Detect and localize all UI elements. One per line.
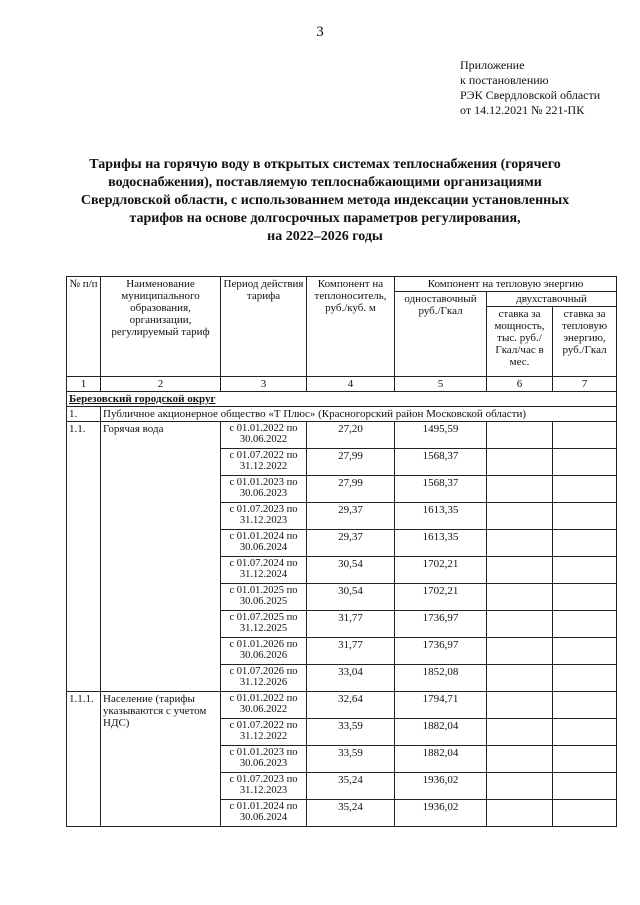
energy-rate-cell: [553, 422, 617, 449]
table-row: [67, 692, 617, 719]
column-number: 6: [487, 377, 553, 392]
carrier-value: 32,64: [307, 692, 395, 719]
column-number: 5: [395, 377, 487, 392]
period-cell: с 01.07.2023 по 31.12.2023: [221, 773, 307, 800]
single-rate-value: 1936,02: [395, 773, 487, 800]
header-name: Наименование муниципального образования, организации, регулируемый тариф: [101, 277, 221, 377]
single-rate-value: 1702,21: [395, 584, 487, 611]
column-number: 1: [67, 377, 101, 392]
carrier-value: 30,54: [307, 584, 395, 611]
carrier-value: 33,04: [307, 665, 395, 692]
org-name: Публичное акционерное общество «Т Плюс» (Красногорский район Московской области): [101, 407, 617, 422]
carrier-value: 29,37: [307, 503, 395, 530]
period-cell: с 01.01.2024 по 30.06.2024: [221, 530, 307, 557]
appendix-line: от 14.12.2021 № 221-ПК: [460, 103, 585, 117]
appendix-line: к постановлению: [460, 73, 549, 87]
energy-rate-cell: [553, 746, 617, 773]
single-rate-value: 1852,08: [395, 665, 487, 692]
energy-rate-cell: [553, 773, 617, 800]
column-number: 3: [221, 377, 307, 392]
title-line: Тарифы на горячую воду в открытых системах теплоснабжения (горячего: [89, 157, 561, 172]
title-line: Свердловской области, с использованием метода индексации установленных: [80, 193, 570, 208]
period-cell: с 01.07.2022 по 31.12.2022: [221, 449, 307, 476]
header-two-rate-group: двухставочный: [487, 292, 617, 307]
energy-rate-cell: [553, 476, 617, 503]
period-cell: с 01.07.2025 по 31.12.2025: [221, 611, 307, 638]
energy-rate-cell: [553, 638, 617, 665]
carrier-value: 33,59: [307, 719, 395, 746]
title-line: тарифов на основе долгосрочных параметров регулирования,: [129, 211, 521, 226]
header-single-rate: одноставочный руб./Гкал: [395, 292, 487, 377]
section-title: [67, 392, 617, 407]
period-cell: с 01.01.2025 по 30.06.2025: [221, 584, 307, 611]
capacity-rate-cell: [487, 719, 553, 746]
single-rate-value: 1936,02: [395, 800, 487, 827]
table-row: [67, 422, 617, 449]
column-number: 4: [307, 377, 395, 392]
title-line: водоснабжения), поставляемую теплоснабжающими организациями: [108, 175, 542, 190]
energy-rate-cell: [553, 530, 617, 557]
capacity-rate-cell: [487, 503, 553, 530]
carrier-value: 31,77: [307, 611, 395, 638]
appendix-line: РЭК Свердловской области: [460, 88, 601, 102]
energy-rate-cell: [553, 800, 617, 827]
carrier-value: 35,24: [307, 800, 395, 827]
carrier-value: 27,99: [307, 476, 395, 503]
period-cell: с 01.01.2023 по 30.06.2023: [221, 476, 307, 503]
carrier-value: 31,77: [307, 638, 395, 665]
energy-rate-cell: [553, 692, 617, 719]
capacity-rate-cell: [487, 449, 553, 476]
capacity-rate-cell: [487, 800, 553, 827]
column-number: 2: [101, 377, 221, 392]
energy-rate-cell: [553, 665, 617, 692]
header-energy-group: Компонент на тепловую энергию: [395, 277, 617, 292]
header-num: № п/п: [67, 277, 101, 377]
carrier-value: 29,37: [307, 530, 395, 557]
section-title-text: Березовский городской округ: [69, 393, 216, 405]
document-title: [60, 156, 590, 246]
single-rate-value: 1613,35: [395, 503, 487, 530]
energy-rate-cell: [553, 449, 617, 476]
org-number: 1.: [67, 407, 101, 422]
capacity-rate-cell: [487, 611, 553, 638]
capacity-rate-cell: [487, 692, 553, 719]
tariff-table: [66, 276, 617, 827]
carrier-value: 35,24: [307, 773, 395, 800]
period-cell: с 01.07.2024 по 31.12.2024: [221, 557, 307, 584]
period-cell: с 01.07.2026 по 31.12.2026: [221, 665, 307, 692]
period-cell: с 01.01.2022 по 30.06.2022: [221, 422, 307, 449]
header-carrier: Компонент на теплоноситель, руб./куб. м: [307, 277, 395, 377]
period-cell: с 01.01.2023 по 30.06.2023: [221, 746, 307, 773]
title-line: на 2022–2026 годы: [267, 229, 383, 244]
capacity-rate-cell: [487, 422, 553, 449]
period-cell: с 01.01.2022 по 30.06.2022: [221, 692, 307, 719]
page-number: 3: [316, 24, 324, 40]
capacity-rate-cell: [487, 773, 553, 800]
energy-rate-cell: [553, 557, 617, 584]
energy-rate-cell: [553, 584, 617, 611]
header-energy-rate: ставка за тепловую энергию, руб./Гкал: [553, 307, 617, 377]
capacity-rate-cell: [487, 557, 553, 584]
capacity-rate-cell: [487, 638, 553, 665]
capacity-rate-cell: [487, 530, 553, 557]
single-rate-value: 1568,37: [395, 476, 487, 503]
energy-rate-cell: [553, 719, 617, 746]
group-name: Население (тарифы указываются с учетом НДС): [101, 692, 221, 827]
carrier-value: 30,54: [307, 557, 395, 584]
single-rate-value: 1882,04: [395, 746, 487, 773]
capacity-rate-cell: [487, 665, 553, 692]
period-cell: с 01.01.2026 по 30.06.2026: [221, 638, 307, 665]
single-rate-value: 1568,37: [395, 449, 487, 476]
period-cell: с 01.07.2023 по 31.12.2023: [221, 503, 307, 530]
appendix-line: Приложение: [460, 58, 525, 72]
period-cell: с 01.01.2024 по 30.06.2024: [221, 800, 307, 827]
energy-rate-cell: [553, 611, 617, 638]
column-number: 7: [553, 377, 617, 392]
carrier-value: 33,59: [307, 746, 395, 773]
single-rate-value: 1882,04: [395, 719, 487, 746]
capacity-rate-cell: [487, 746, 553, 773]
group-number: 1.1.: [67, 422, 101, 692]
carrier-value: 27,99: [307, 449, 395, 476]
single-rate-value: 1794,71: [395, 692, 487, 719]
group-number: 1.1.1.: [67, 692, 101, 827]
capacity-rate-cell: [487, 476, 553, 503]
single-rate-value: 1495,59: [395, 422, 487, 449]
energy-rate-cell: [553, 503, 617, 530]
header-capacity-rate: ставка за мощность, тыс. руб./Гкал/час в мес.: [487, 307, 553, 377]
appendix-note: [460, 58, 600, 118]
period-cell: с 01.07.2022 по 31.12.2022: [221, 719, 307, 746]
single-rate-value: 1613,35: [395, 530, 487, 557]
single-rate-value: 1702,21: [395, 557, 487, 584]
single-rate-value: 1736,97: [395, 638, 487, 665]
single-rate-value: 1736,97: [395, 611, 487, 638]
carrier-value: 27,20: [307, 422, 395, 449]
capacity-rate-cell: [487, 584, 553, 611]
header-period: Период действия тарифа: [221, 277, 307, 377]
group-name: Горячая вода: [101, 422, 221, 692]
